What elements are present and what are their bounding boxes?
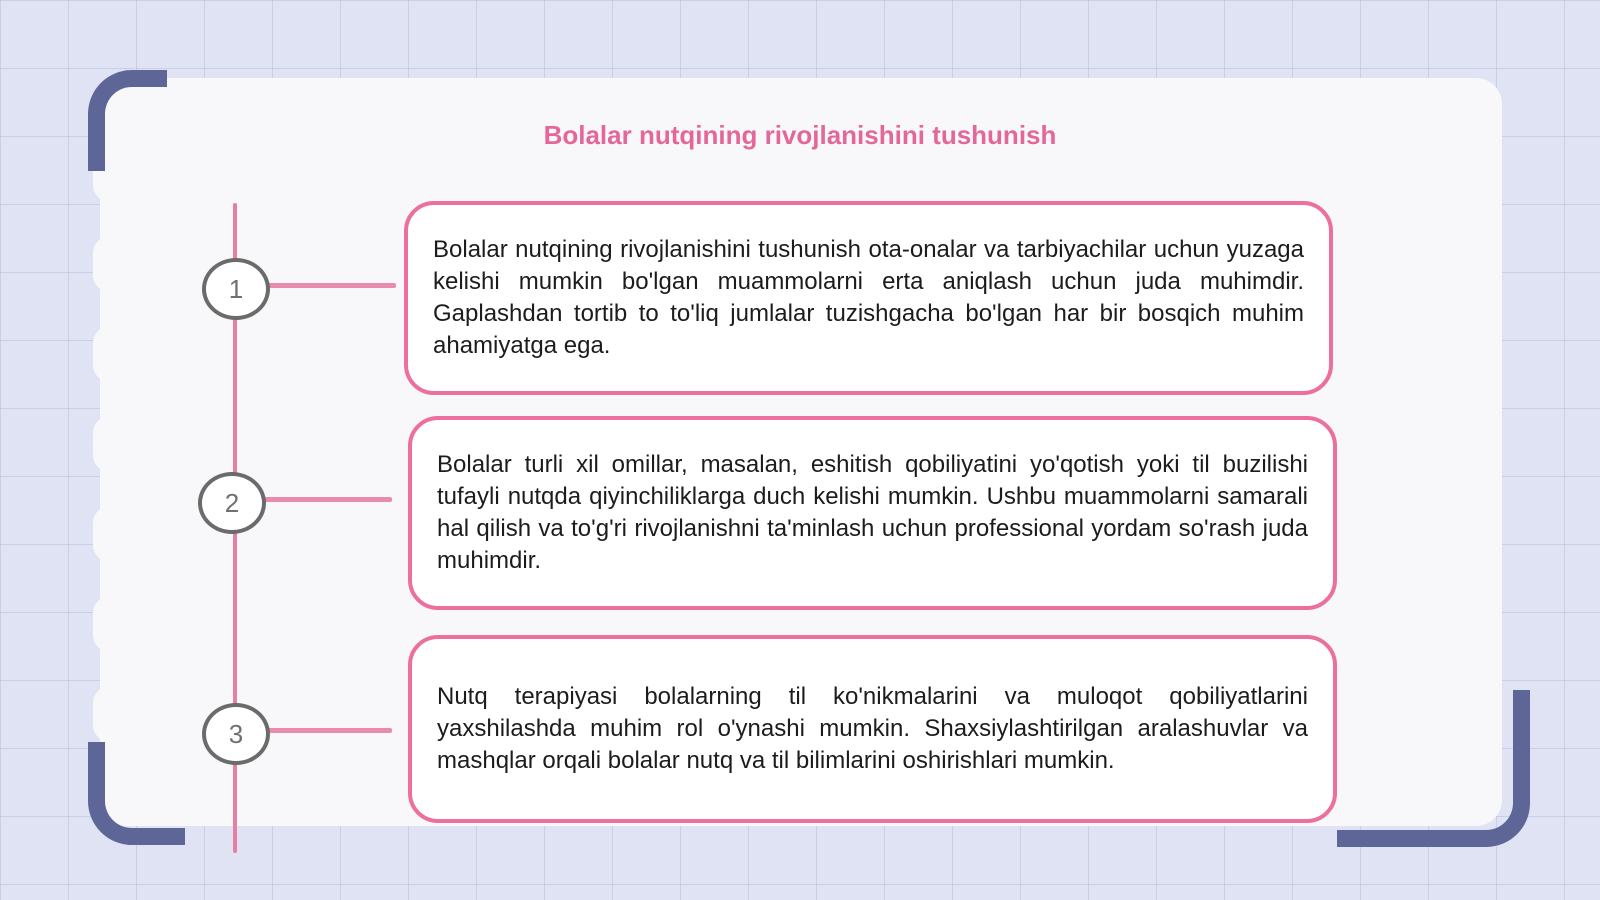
step-number-3: 3 <box>202 703 270 765</box>
notebook-edge-bump <box>93 416 127 472</box>
timeline-connector <box>262 497 392 502</box>
info-box-2 <box>408 416 1337 610</box>
notebook-edge-bump <box>93 596 127 652</box>
corner-bracket-top-left <box>88 70 167 171</box>
info-text-2: Bolalar turli xil omillar, masalan, eshitish qobiliyatini yo'qotish yoki til buzilishi tufayli nutqda qiyinchiliklarga duch kelishi mumkin. Ushbu muammolarni samarali hal qilish va to'g'ri rivojlanishni ta'minlash uchun professional yordam so'rash juda muhimdir. <box>437 451 1308 574</box>
notebook-edge-bump <box>93 506 127 562</box>
page-title: Bolalar nutqining rivojlanishini tushunish <box>543 120 1057 150</box>
notebook-edge-bump <box>93 326 127 382</box>
timeline-connector <box>266 283 396 288</box>
corner-bracket-bottom-right <box>1337 690 1530 847</box>
step-number-1: 1 <box>202 258 270 320</box>
timeline-connector <box>266 728 392 733</box>
info-box-1 <box>404 201 1333 395</box>
notebook-edge-bump <box>93 686 127 742</box>
info-text-3: Nutq terapiyasi bolalarning til ko'nikmalarini va muloqot qobiliyatlarini yaxshilashda muhim rol o'ynashi mumkin. Shaxsiylashtirilgan aralashuvlar va mashqlar orqali bolalar nutq va til bilimlarini oshirishlari mumkin. <box>437 683 1308 774</box>
step-number-2: 2 <box>198 472 266 534</box>
info-text-1: Bolalar nutqining rivojlanishini tushunish ota-onalar va tarbiyachilar uchun yuzaga kelishi mumkin bo'lgan muammolarni erta aniqlash uchun juda muhimdir. Gaplashdan tortib to to'liq jumlalar tuzishgacha bo'lgan har bir bosqich muhim ahamiyatga ega. <box>433 236 1304 359</box>
info-box-3 <box>408 635 1337 823</box>
notebook-edge-bump <box>93 236 127 292</box>
corner-bracket-bottom-left <box>88 742 185 845</box>
